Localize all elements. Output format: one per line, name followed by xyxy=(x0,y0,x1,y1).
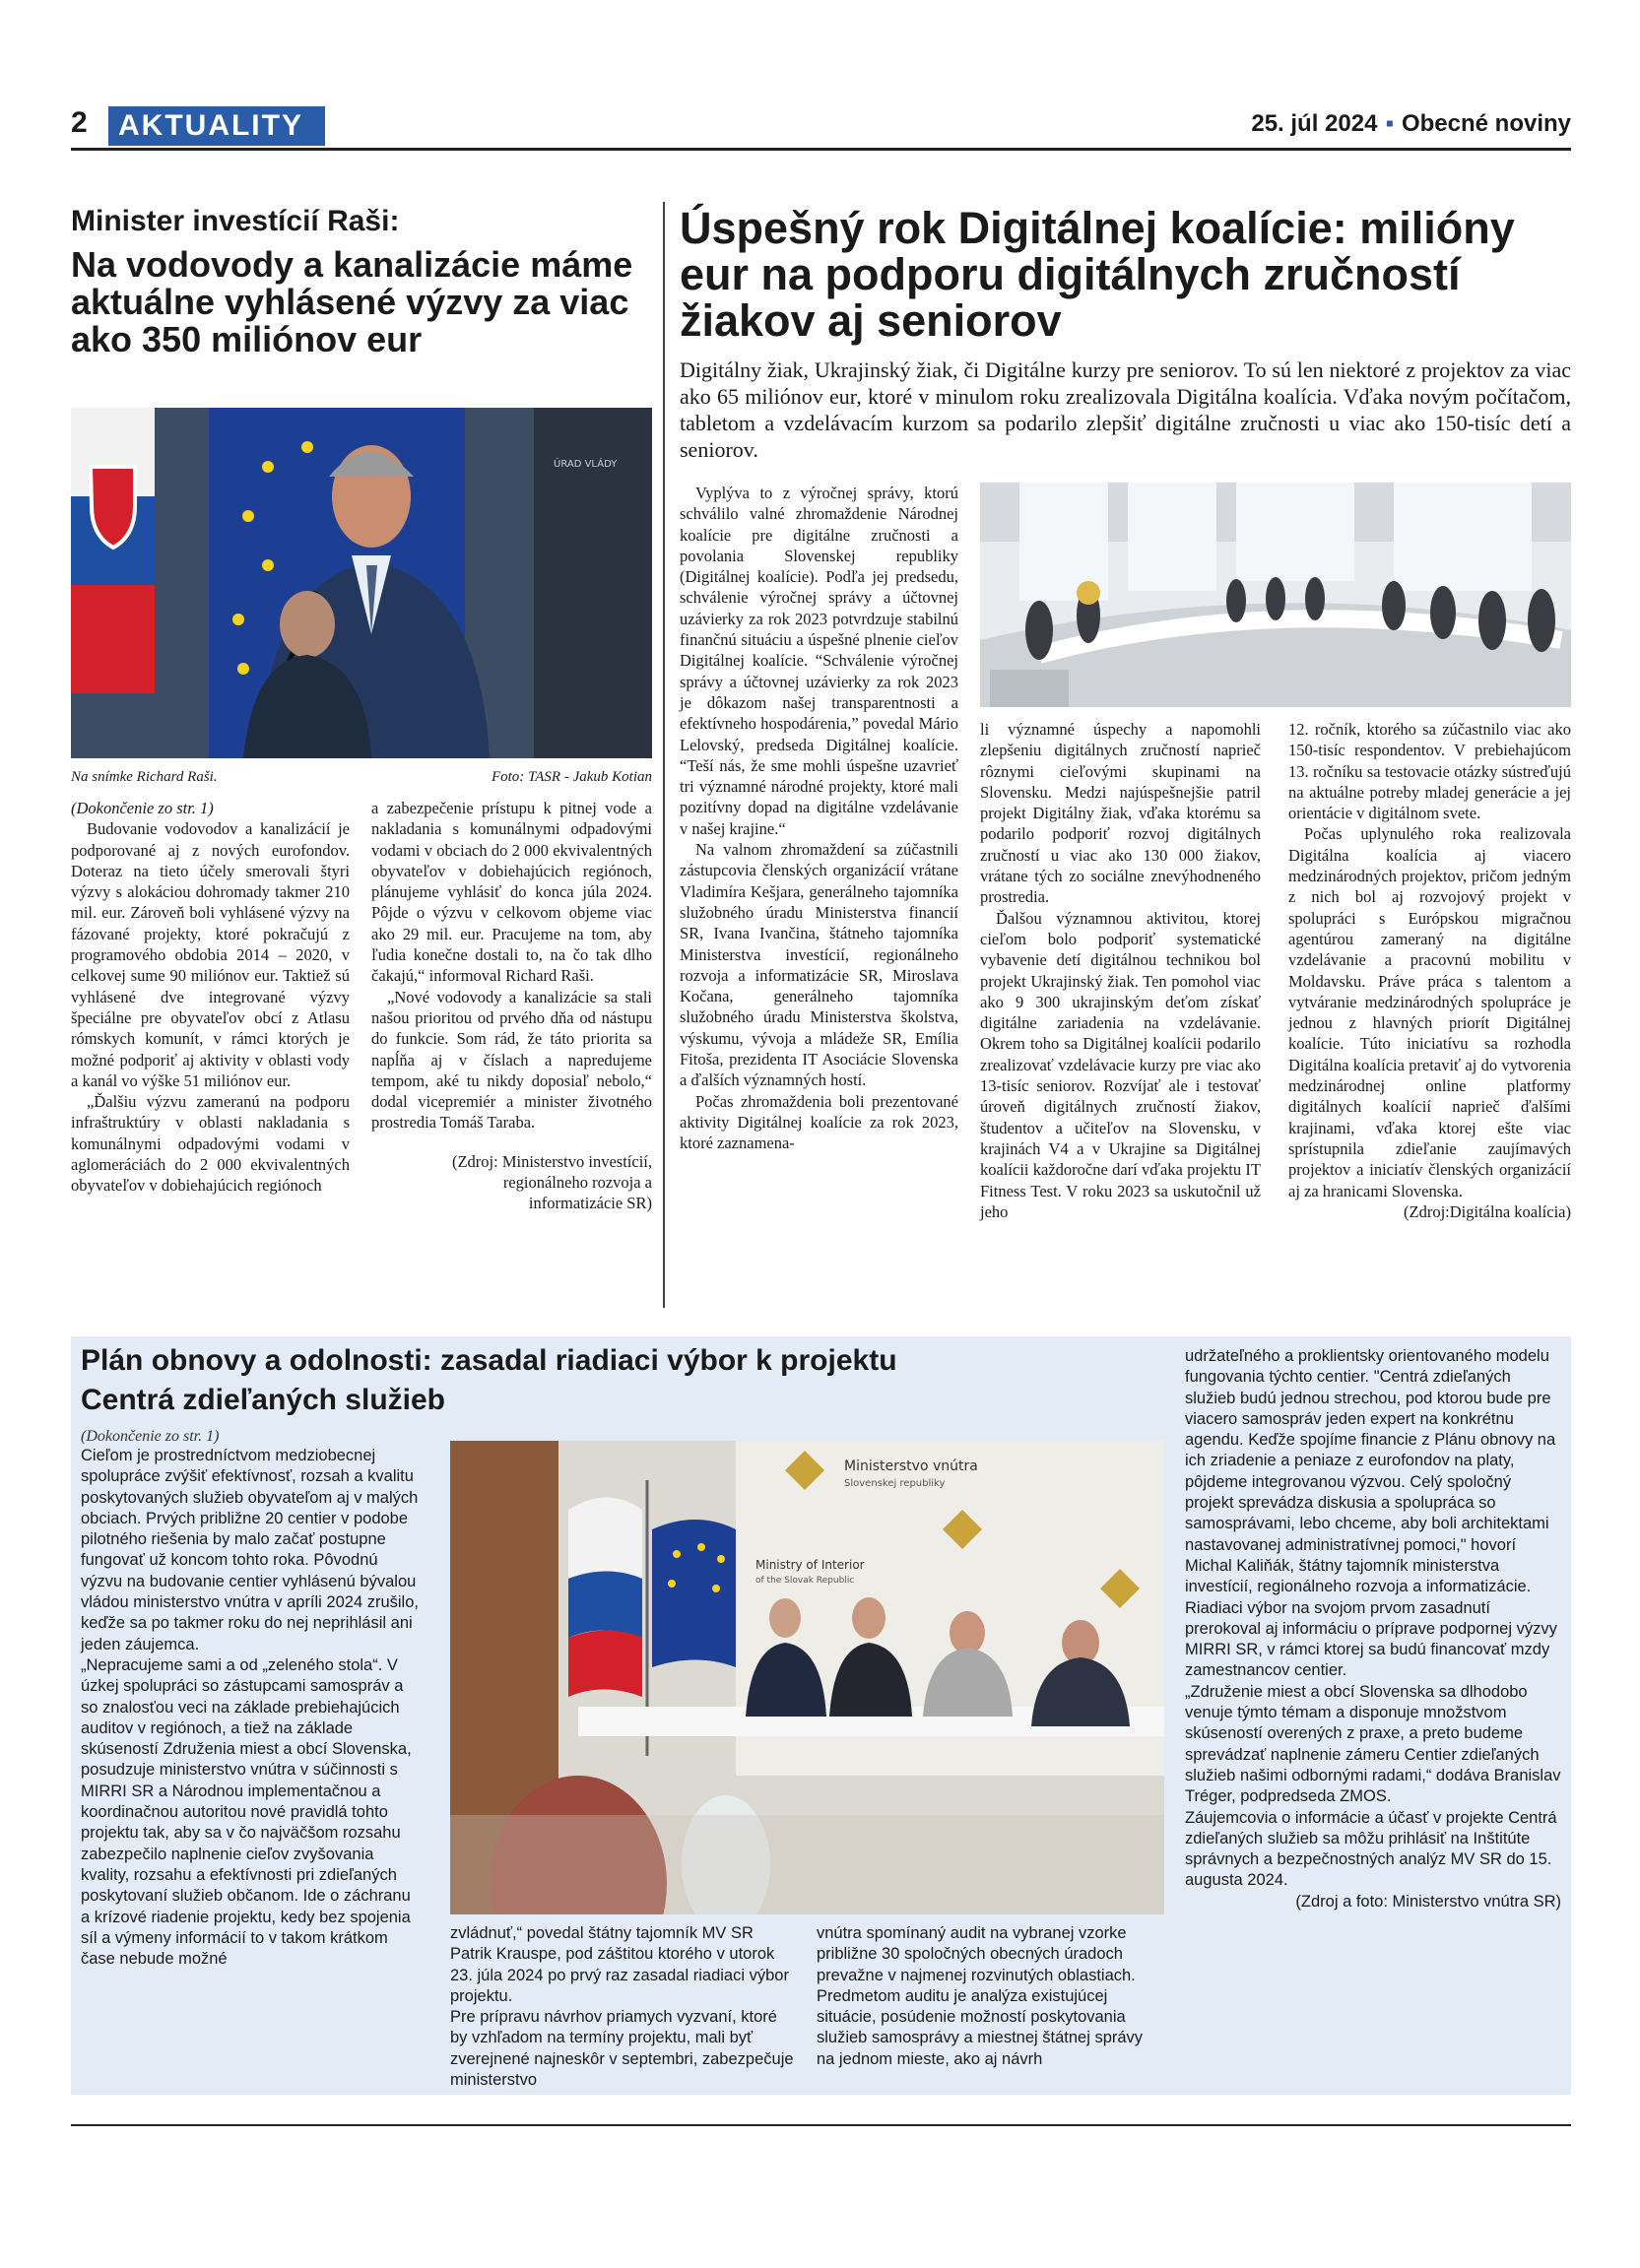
committee-photo-svg xyxy=(450,1441,1164,1914)
sign-interior-sub: of the Slovak Republic xyxy=(755,1576,855,1586)
paragraph: zvládnuť,“ povedal štátny tajomník MV SR Patrik Krauspe, pod záštitou ktorého v utorok 23. júla 2024 po prvý raz zasadal riadiaci výbor projektu. xyxy=(450,1924,789,2005)
bottom-col-4 xyxy=(1185,1346,1561,1912)
right-source: (Zdroj:Digitálna koalícia) xyxy=(1404,1201,1571,1221)
sign-ministry: Ministerstvo vnútra xyxy=(844,1458,978,1474)
sign-interior: Ministry of Interior xyxy=(755,1558,865,1572)
paragraph: 12. ročník, ktorého sa zúčastnilo viac ako 150-tisíc respondentov. V prebiehajúcom 13. ročníku sa testovacie otázky sústreďujú na aktuálne potreby mladej generácie a jej orientácie v digitálnom svete. xyxy=(1288,720,1571,823)
header-rule xyxy=(71,148,1571,151)
paragraph: Pre prípravu návrhov priamych vyzvaní, ktoré by vzhľadom na termíny projektu, mali byť zverejnené najneskôr v septembri, zabezpečuje ministerstvo xyxy=(450,2008,794,2090)
right-lead: Digitálny žiak, Ukrajinský žiak, či Digitálne kurzy pre seniorov. To sú len niektoré z projektov za viac ako 65 miliónov eur, ktoré v minulom roku zrealizovala Digitálna koalícia. Vďaka novým počítačom, tabletom a vzdelávacím kurzom sa podarilo zlepšiť digitálne zručnosti u viac ako 150-tisíc detí a seniorov. xyxy=(680,357,1571,462)
photo-credit: Foto: TASR - Jakub Kotian xyxy=(491,769,652,785)
bottom-col-3 xyxy=(817,1923,1164,2070)
paragraph: Vyplýva to z výročnej správy, ktorú schválilo valné zhromaždenie Národnej koalície pre digitálne zručnosti a povolania Slovenskej republiky (Digitálnej koalície). Podľa jej predsedu, schválenie výročnej správy a účtovnej uzávierky za rok 2023 potvrdzuje stabilnú finančnú situáciu a úspešné plnenie cieľov Digitálnej koalície. “Schválenie výročnej správy a účtovnej uzávierky za rok 2023 je dôkazom našej transparentnosti a efektívneho hospodárenia,” povedal Mário Lelovský, predseda Digitálnej koalície. “Teší nás, že sme mohli úspešne uzavrieť tri významné národné projekty, ktoré mali pozitívny dopad na digitálne vzdelávanie v našej krajine.“ xyxy=(680,484,958,838)
paragraph: Na valnom zhromaždení sa zúčastnili zástupcovia členských organizácií vrátane Vladimíra Kešjara, generálneho tajomníka služobného úradu Ministerstva financií SR, Ivana Ivančina, štátneho tajomníka Ministerstva investícií, regionálneho rozvoja a informatizácie SR, Miroslava Kočana, generálneho tajomníka služobného úradu Ministerstva školstva, výskumu, vývoja a mládeže SR, Emília Fitoša, prezidenta IT Asociácie Slovenska a ďalších významných hostí. xyxy=(680,840,958,1090)
paragraph: Budovanie vodovodov a kanalizácií je podporované aj z nových eurofondov. Doteraz na tieto účely smerovali štyri výzvy s alokáciou dohromady takmer 210 mil. eur. Zároveň boli vyhlásené výzvy na fázované projekty, ktoré pokračujú z programového obdobia 2014 – 2020, v celkovej sume 90 miliónov eur. Taktiež sú vyhlásené dve integrované výzvy špeciálne pre obyvateľov obcí z Atlasu rómskych komunít, v rámci ktorých je možné podporiť aj aktivity v oblasti vody a kanál vo výške 51 miliónov eur. xyxy=(71,819,350,1090)
paragraph: Riadiaci výbor na svojom prvom zasadnutí prerokoval aj informáciu o príprave podpornej výzvy MIRRI SR, v rámci ktorej sa budú financovať mzdy zamestnancov centier. xyxy=(1185,1598,1557,1680)
section-label: AKTUALITY xyxy=(108,106,325,146)
left-kicker: Minister investícií Raši: xyxy=(71,205,400,237)
raši-photo xyxy=(71,408,652,758)
coalition-photo-svg xyxy=(980,483,1571,707)
paragraph: udržateľného a proklientsky orientovaného modelu fungovania týchto centier. "Centrá zdieľaných služieb budú jednou strechou, pod ktorou bude pre viacero samospráv jeden expert na konkrétnu agendu. Keďže spojíme financie z Plánu obnovy na ich zriadenie a peniaze z eurofondov na platy, pôjdeme integrovanou výzvou. Celý spoločný projekt sprevádza diskusia a spolupráca so samosprávami, lebo chceme, aby boli architektami nastavovanej administratívnej pomoci," hovorí Michal Kaliňák, štátny tajomník ministerstva investícií, regionálneho rozvoja a informatizácie. xyxy=(1185,1347,1556,1596)
left-source: (Zdroj: Ministerstvo investícií, regionálneho rozvoja a informatizácie SR) xyxy=(451,1151,652,1213)
separator-dot: ▪ xyxy=(1385,110,1394,137)
right-col-1 xyxy=(680,483,958,1154)
left-caption-row xyxy=(71,769,652,786)
left-col-2 xyxy=(371,798,652,1214)
sign-ministry-sub: Slovenskej republiky xyxy=(844,1478,946,1489)
committee-photo xyxy=(450,1441,1164,1914)
paragraph: li významné úspechy a napomohli zlepšeniu digitálnych zručností naprieč rôznymi cieľovými skupinami na Slovensku. Medzi najúspešnejšie patril projekt Digitálny žiak, vďaka ktorému sa podarilo podporiť rozvoj digitálnych zručností u viac ako 130 000 žiakov, vrátane tých zo sociálne znevýhodneného prostredia. xyxy=(980,720,1261,907)
right-headline: Úspešný rok Digitálnej koalície: milióny eur na podporu digitálnych zručností žiakov aj seniorov xyxy=(680,203,1515,346)
paragraph: Počas zhromaždenia boli prezentované aktivity Digitálnej koalície za rok 2023, ktoré zaznamena- xyxy=(680,1091,958,1153)
paragraph: „Nové vodovody a kanalizácie sa stali našou prioritou od prvého dňa od nástupu do funkcie. Som rád, že táto priorita sa napĺňa aj v číslach a napredujeme tempom, aké tu nikdy doposiaľ nebolo,“ dodal vicepremiér a minister životného prostredia Tomáš Taraba. xyxy=(371,987,652,1133)
continued-note: (Dokončenie zo str. 1) xyxy=(81,1428,220,1445)
paragraph: Záujemcovia o informácie a účasť v projekte Centrá zdieľaných služieb sa môžu prihlásiť na Inštitúte správnych a bezpečnostných analýz MV SR do 15. augusta 2024. xyxy=(1185,1808,1557,1890)
svg-text:ÚRAD VLÁDY: ÚRAD VLÁDY xyxy=(554,459,618,470)
paragraph: Cieľom je prostredníctvom medziobecnej spolupráce zvýšiť efektívnosť, rozsah a kvalitu poskytovaných služieb obyvateľom aj v malých obciach. Prvých približne 20 centier v podobe pilotného riešenia by malo začať postupne fungovať už koncom tohto roka. Pôvodnú výzvu na budovanie centier vyhlásenú bývalou vládou ministerstvo vnútra v apríli 2024 zrušilo, keďže sa po takmer roku do nej neprihlásil ani jeden záujemca. xyxy=(81,1447,419,1653)
footer-rule xyxy=(71,2124,1571,2126)
paragraph: „Združenie miest a obcí Slovenska sa dlhodobo venuje týmto témam a disponuje množstvom skúseností overených z praxe, a preto budeme sprevádzať naplnenie zámeru Centier zdieľaných služieb našimi odbornými radami,“ dodáva Branislav Tréger, podpredseda ZMOS. xyxy=(1185,1682,1561,1806)
coalition-photo xyxy=(980,483,1571,707)
publication-name: Obecné noviny xyxy=(1401,110,1571,137)
paragraph: a zabezpečenie prístupu k pitnej vode a nakladania s komunálnymi odpadovými vodami v obciach do 2 000 ekvivalentných obyvateľov v dobiehajúcich regiónoch, plánujeme vyhlásiť do konca júla 2024. Pôjde o výzvu v celkovom objeme viac ako 29 mil. eur. Pracujeme na tom, aby ľudia konečne dostali to, na čo tak dlho čakajú,“ informoval Richard Raši. xyxy=(371,799,652,986)
bottom-col-1 xyxy=(81,1428,424,1970)
column-divider xyxy=(663,202,665,1308)
right-col-3 xyxy=(1288,719,1571,1222)
paragraph: „Nepracujeme sami a od „zeleného stola“. V úzkej spolupráci so zástupcami samospráv a so znalosťou veci na základe prebiehajúcich auditov v regiónoch, a tiež na základe skúseností Združenia miest a obcí Slovenska, posudzuje ministerstvo vnútra v súčinnosti s MIRRI SR a Národnou implementačnou a koordinačnou autoritou nové pravidlá tohto projektu tak, aby sa v čo najväčšom rozsahu zabezpečilo naplnenie cieľov zvyšovania kvality, rozsahu a efektívnosti pri zdieľaných poskytovaní služieb občanom. Ide o záchranu a krízové riadenie projektu, kedy bez spojenia síl a výmeny informácií to v takom krátkom čase nebude možné xyxy=(81,1655,412,1969)
raši-photo-svg xyxy=(71,408,652,758)
issue-date: 25. júl 2024 xyxy=(1251,110,1378,137)
left-headline: Na vodovody a kanalizácie máme aktuálne vyhlásené výzvy za viac ako 350 miliónov eur xyxy=(71,244,633,359)
bottom-source: (Zdroj a foto: Ministerstvo vnútra SR) xyxy=(1295,1892,1561,1911)
photo-caption: Na snímke Richard Raši. xyxy=(71,769,218,785)
paragraph: Počas uplynulého roka realizovala Digitálna koalícia aj viacero medzinárodných projektov, pričom jedným z nich bol aj rozvojový projekt v spolupráci s Európskou migračnou agentúrou zameraný na digitálne vzdelávanie a pracovnú mobilitu v Moldavsku. Práve práca s talentom a vytváranie medzinárodných spolupráce je jednou z hlavných priorít Digitálnej koalície. Túto iniciatívu sa rozhodla Digitálna koalícia pretaviť aj do vytvorenia medzinárodnej online platformy digitálnych koalícií naprieč ďalšími krajinami, vďaka ktorej ešte viac sprístupnila zdieľanie zaujímavých projektov a iniciatív členských organizácií aj za hranicami Slovenska. xyxy=(1288,824,1571,1200)
paragraph: Ďalšou významnou aktivitou, ktorej cieľom bolo podporiť systematické vybavenie detí digitálnou technikou bol projekt Ukrajinský žiak. Ten pomohol viac ako 9 300 ukrajinským deťom získať digitálne zariadenia na vzdelávanie. Okrem toho sa Digitálnej koalícii podarilo zrealizovať vzdelávacie kurzy pre viac ako 13-tisíc seniorov. Rozvíjať ale i testovať úroveň digitálnych zručností žiakov, študentov a učiteľov na Slovensku, v krajinách V4 a v Ukrajine sa Digitálnej koalícii každoročne darí vďaka projektu IT Fitness Test. V roku 2023 sa uskutočnil už jeho xyxy=(980,908,1261,1221)
left-col-1 xyxy=(71,798,350,1197)
bottom-col-2 xyxy=(450,1923,797,2091)
page-number: 2 xyxy=(71,106,88,139)
bottom-headline: Plán obnovy a odolnosti: zasadal riadiaci výbor k projektu Centrá zdieľaných služieb xyxy=(81,1344,897,1416)
paragraph: vnútra spomínaný audit na vybranej vzorke približne 30 spoločných obecných úradoch prevažne v najmenej rozvinutých oblastiach. Predmetom auditu je analýza existujúcej situácie, posúdenie možností poskytovania služieb samosprávy a miestnej štátnej správy na jednom mieste, ako aj návrh xyxy=(817,1924,1144,2068)
right-col-2 xyxy=(980,719,1261,1222)
continued-note: (Dokončenie zo str. 1) xyxy=(71,799,214,817)
paragraph: „Ďalšiu výzvu zameranú na podporu infraštruktúry v oblasti nakladania s komunálnymi odpadovými vodami v aglomeráciách do 2 000 ekvivalentných obyvateľov v dobiehajúcich regiónoch xyxy=(71,1092,350,1196)
issue-date-line xyxy=(1251,110,1571,138)
